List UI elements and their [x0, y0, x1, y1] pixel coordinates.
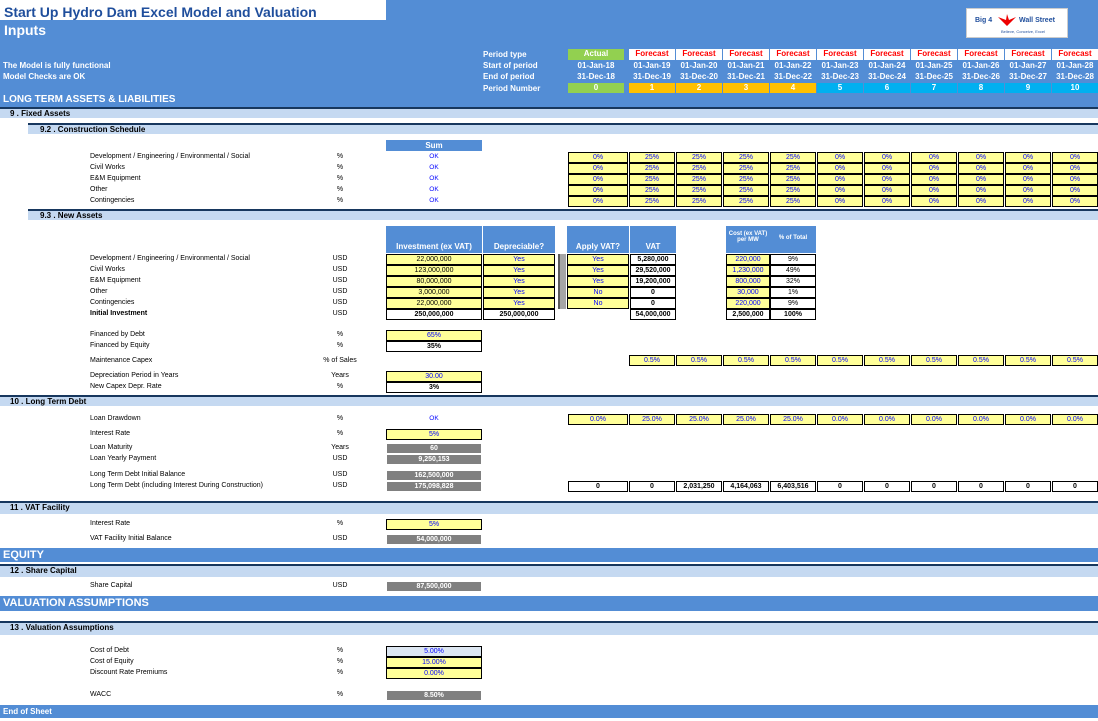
construction-cell-2-6[interactable]: 0%: [864, 174, 910, 185]
construction-cell-4-4[interactable]: 25%: [770, 196, 816, 207]
wacc-label: WACC: [90, 691, 112, 698]
construction-cell-1-9[interactable]: 0%: [1005, 163, 1051, 174]
construction-unit-4: %: [336, 197, 344, 204]
asset-gray-bar-2: [558, 276, 566, 287]
total-depreciable: 250,000,000: [483, 309, 555, 320]
total-cost: 2,500,000: [726, 309, 770, 320]
construction-cell-0-1[interactable]: 25%: [629, 152, 675, 163]
debt-pct-label: Financed by Debt: [90, 331, 145, 338]
period-start-0: 01-Jan-18: [577, 61, 615, 70]
construction-cell-4-5[interactable]: 0%: [817, 196, 863, 207]
period-type-4: Forecast: [770, 49, 816, 60]
ltd-incl-cell-2: 2,031,250: [676, 481, 722, 492]
construction-cell-1-2[interactable]: 25%: [676, 163, 722, 174]
maint-capex-cell-3[interactable]: 0.5%: [770, 355, 816, 366]
interest-rate-label: Interest Rate: [90, 430, 131, 437]
section-valuation: VALUATION ASSUMPTIONS: [0, 596, 1098, 611]
ltd-incl-cell-6: 0: [864, 481, 910, 492]
asset-investment-3[interactable]: 3,000,000: [386, 287, 482, 298]
maint-capex-cell-7[interactable]: 0.5%: [958, 355, 1004, 366]
asset-cost-1[interactable]: 1,230,000: [726, 265, 770, 276]
construction-label-0: Development / Engineering / Environmental / Social: [90, 153, 250, 160]
construction-cell-0-2[interactable]: 25%: [676, 152, 722, 163]
construction-cell-1-6[interactable]: 0%: [864, 163, 910, 174]
construction-cell-4-9[interactable]: 0%: [1005, 196, 1051, 207]
asset-gray-bar-1: [558, 265, 566, 276]
asset-vat-3: 0: [630, 287, 676, 298]
period-start-7: 01-Jan-25: [915, 61, 953, 70]
section-construction: 9.2 . Construction Schedule: [28, 123, 1098, 134]
loan-payment-value: 9,250,153: [386, 454, 482, 465]
construction-cell-1-5[interactable]: 0%: [817, 163, 863, 174]
asset-pct-0: 9%: [770, 254, 816, 265]
header-pct-total: % of Total: [770, 226, 816, 253]
asset-vat-0: 5,280,000: [630, 254, 676, 265]
section-fixed-assets: 9 . Fixed Assets: [0, 107, 1098, 118]
construction-cell-4-2[interactable]: 25%: [676, 196, 722, 207]
wacc-value: 8.50%: [386, 690, 482, 701]
construction-cell-2-9[interactable]: 0%: [1005, 174, 1051, 185]
period-end-1: 31-Dec-19: [633, 72, 671, 81]
construction-sum-0: OK: [429, 153, 439, 160]
ltd-incl-interest-unit: USD: [332, 482, 348, 489]
ltd-incl-cell-8: 0: [958, 481, 1004, 492]
construction-cell-2-7[interactable]: 0%: [911, 174, 957, 185]
cost-of-equity-label: Cost of Equity: [90, 658, 134, 665]
construction-cell-3-5[interactable]: 0%: [817, 185, 863, 196]
ltd-initial-value: 162,500,000: [386, 470, 482, 481]
drawdown-cell-0[interactable]: 0.0%: [568, 414, 628, 425]
construction-label-4: Contingencies: [90, 197, 135, 204]
ltd-incl-interest-label: Long Term Debt (including Interest During Construction): [90, 482, 264, 489]
maint-capex-label: Maintenance Capex: [90, 357, 153, 364]
capex-rate-label: New Capex Depr. Rate: [90, 383, 162, 390]
period-type-3: Forecast: [723, 49, 769, 60]
drawdown-cell-6[interactable]: 0.0%: [864, 414, 910, 425]
construction-sum-2: OK: [429, 175, 439, 182]
section-share-capital: 12 . Share Capital: [0, 564, 1098, 577]
vat-initial-unit: USD: [332, 535, 348, 542]
period-type-6: Forecast: [864, 49, 910, 60]
period-number-7: 7: [911, 83, 957, 93]
construction-cell-1-0[interactable]: 0%: [568, 163, 628, 174]
drawdown-cell-5[interactable]: 0.0%: [817, 414, 863, 425]
asset-apply-vat-4[interactable]: No: [567, 298, 629, 309]
period-start-10: 01-Jan-28: [1056, 61, 1094, 70]
asset-pct-3: 1%: [770, 287, 816, 298]
maint-capex-cell-2[interactable]: 0.5%: [723, 355, 769, 366]
construction-cell-3-3[interactable]: 25%: [723, 185, 769, 196]
maint-capex-cell-0[interactable]: 0.5%: [629, 355, 675, 366]
equity-pct-value: 35%: [386, 341, 482, 352]
period-number-label: Period Number: [483, 84, 541, 93]
depr-period-value[interactable]: 30.00: [386, 371, 482, 382]
period-number-1: 1: [629, 83, 675, 93]
period-number-5: 5: [817, 83, 863, 93]
asset-apply-vat-3[interactable]: No: [567, 287, 629, 298]
equity-pct-label: Financed by Equity: [90, 342, 150, 349]
ltd-incl-cell-0: 0: [568, 481, 628, 492]
construction-cell-4-7[interactable]: 0%: [911, 196, 957, 207]
asset-cost-4[interactable]: 220,000: [726, 298, 770, 309]
status-functional: The Model is fully functional: [3, 61, 111, 70]
drawdown-cell-2[interactable]: 25.0%: [676, 414, 722, 425]
period-number-8: 8: [958, 83, 1004, 93]
period-number-9: 9: [1005, 83, 1051, 93]
header-cost-per-mw: Cost (ex VAT) per MW: [726, 226, 770, 253]
end-of-sheet: End of Sheet: [0, 705, 1098, 718]
share-capital-label: Share Capital: [90, 582, 133, 589]
asset-apply-vat-2[interactable]: Yes: [567, 276, 629, 287]
asset-depreciable-0[interactable]: Yes: [483, 254, 555, 265]
construction-cell-4-3[interactable]: 25%: [723, 196, 769, 207]
logo-text-b: Wall Street: [1019, 17, 1055, 24]
period-number-10: 10: [1052, 83, 1098, 93]
total-label: Initial Investment: [90, 310, 148, 317]
asset-label-4: Contingencies: [90, 299, 135, 306]
period-end-label: End of period: [483, 72, 535, 81]
period-start-1: 01-Jan-19: [633, 61, 671, 70]
period-end-3: 31-Dec-21: [727, 72, 765, 81]
asset-gray-bar-3: [558, 287, 566, 298]
discount-premium-label: Discount Rate Premiums: [90, 669, 168, 676]
construction-cell-3-7[interactable]: 0%: [911, 185, 957, 196]
ltd-incl-cell-5: 0: [817, 481, 863, 492]
section-valuation-assumptions: 13 . Valuation Assumptions: [0, 621, 1098, 635]
drawdown-cell-3[interactable]: 25.0%: [723, 414, 769, 425]
period-start-4: 01-Jan-22: [774, 61, 812, 70]
logo-text-a: Big 4: [975, 17, 993, 24]
loan-maturity-value: 60: [386, 443, 482, 454]
construction-cell-0-9[interactable]: 0%: [1005, 152, 1051, 163]
asset-label-2: E&M Equipment: [90, 277, 141, 284]
ltd-initial-unit: USD: [332, 471, 348, 478]
ltd-incl-cell-9: 0: [1005, 481, 1051, 492]
asset-cost-2[interactable]: 800,000: [726, 276, 770, 287]
asset-depreciable-1[interactable]: Yes: [483, 265, 555, 276]
period-number-4: 4: [770, 83, 816, 93]
period-type-label: Period type: [483, 50, 527, 59]
cost-of-equity-unit: %: [336, 658, 344, 665]
asset-gray-bar-0: [558, 254, 566, 265]
drawdown-unit: %: [336, 415, 344, 422]
ltd-initial-label: Long Term Debt Initial Balance: [90, 471, 186, 478]
period-type-7: Forecast: [911, 49, 957, 60]
period-end-4: 31-Dec-22: [774, 72, 812, 81]
construction-cell-2-10[interactable]: 0%: [1052, 174, 1098, 185]
construction-cell-3-2[interactable]: 25%: [676, 185, 722, 196]
interest-rate-value[interactable]: 5%: [386, 429, 482, 440]
drawdown-cell-10[interactable]: 0.0%: [1052, 414, 1098, 425]
construction-cell-3-0[interactable]: 0%: [568, 185, 628, 196]
period-type-0: Actual: [568, 49, 624, 60]
cost-of-debt-unit: %: [336, 647, 344, 654]
construction-sum-1: OK: [429, 164, 439, 171]
cost-of-equity-value[interactable]: 15.00%: [386, 657, 482, 668]
drawdown-sum: OK: [429, 415, 439, 422]
section-ltal: LONG TERM ASSETS & LIABILITIES: [3, 94, 176, 105]
period-end-2: 31-Dec-20: [680, 72, 718, 81]
equity-pct-unit: %: [336, 342, 344, 349]
maint-capex-cell-5[interactable]: 0.5%: [864, 355, 910, 366]
construction-cell-0-6[interactable]: 0%: [864, 152, 910, 163]
construction-cell-1-8[interactable]: 0%: [958, 163, 1004, 174]
header-depreciable: Depreciable?: [483, 226, 555, 253]
construction-cell-1-4[interactable]: 25%: [770, 163, 816, 174]
construction-cell-2-3[interactable]: 25%: [723, 174, 769, 185]
asset-apply-vat-1[interactable]: Yes: [567, 265, 629, 276]
construction-cell-0-7[interactable]: 0%: [911, 152, 957, 163]
construction-cell-0-10[interactable]: 0%: [1052, 152, 1098, 163]
ltd-incl-cell-3: 4,164,063: [723, 481, 769, 492]
period-end-0: 31-Dec-18: [577, 72, 615, 81]
construction-cell-4-10[interactable]: 0%: [1052, 196, 1098, 207]
period-number-2: 2: [676, 83, 722, 93]
construction-cell-2-5[interactable]: 0%: [817, 174, 863, 185]
drawdown-cell-7[interactable]: 0.0%: [911, 414, 957, 425]
wacc-unit: %: [336, 691, 344, 698]
period-end-9: 31-Dec-27: [1009, 72, 1047, 81]
construction-cell-2-4[interactable]: 25%: [770, 174, 816, 185]
section-equity: EQUITY: [0, 548, 1098, 562]
period-start-label: Start of period: [483, 61, 538, 70]
maint-capex-cell-9[interactable]: 0.5%: [1052, 355, 1098, 366]
total-vat: 54,000,000: [630, 309, 676, 320]
asset-cost-0[interactable]: 220,000: [726, 254, 770, 265]
period-start-2: 01-Jan-20: [680, 61, 718, 70]
asset-vat-1: 29,520,000: [630, 265, 676, 276]
eagle-icon: [997, 11, 1017, 27]
construction-cell-0-3[interactable]: 25%: [723, 152, 769, 163]
debt-pct-value[interactable]: 65%: [386, 330, 482, 341]
sum-header: Sum: [386, 140, 482, 151]
asset-investment-1[interactable]: 123,000,000: [386, 265, 482, 276]
asset-label-3: Other: [90, 288, 108, 295]
total-unit: USD: [332, 310, 348, 317]
vat-interest-rate-label: Interest Rate: [90, 520, 131, 527]
period-start-6: 01-Jan-24: [868, 61, 906, 70]
period-start-8: 01-Jan-26: [962, 61, 1000, 70]
construction-cell-4-6[interactable]: 0%: [864, 196, 910, 207]
cost-of-debt-value[interactable]: 5.00%: [386, 646, 482, 657]
construction-unit-0: %: [336, 153, 344, 160]
period-start-3: 01-Jan-21: [727, 61, 765, 70]
period-type-10: Forecast: [1052, 49, 1098, 60]
construction-cell-3-1[interactable]: 25%: [629, 185, 675, 196]
asset-unit-4: USD: [332, 299, 348, 306]
period-type-2: Forecast: [676, 49, 722, 60]
share-capital-value: 87,500,000: [386, 581, 482, 592]
vat-interest-rate-value[interactable]: 5%: [386, 519, 482, 530]
construction-cell-3-6[interactable]: 0%: [864, 185, 910, 196]
construction-cell-2-8[interactable]: 0%: [958, 174, 1004, 185]
construction-cell-1-10[interactable]: 0%: [1052, 163, 1098, 174]
ltd-incl-interest-value: 175,098,828: [386, 481, 482, 492]
asset-investment-0[interactable]: 22,000,000: [386, 254, 482, 265]
construction-cell-4-1[interactable]: 25%: [629, 196, 675, 207]
construction-label-3: Other: [90, 186, 108, 193]
asset-investment-2[interactable]: 80,000,000: [386, 276, 482, 287]
construction-label-1: Civil Works: [90, 164, 125, 171]
asset-unit-3: USD: [332, 288, 348, 295]
period-type-1: Forecast: [629, 49, 675, 60]
section-long-term-debt: 10 . Long Term Debt: [0, 395, 1098, 406]
construction-cell-3-10[interactable]: 0%: [1052, 185, 1098, 196]
share-capital-unit: USD: [332, 582, 348, 589]
period-end-5: 31-Dec-23: [821, 72, 859, 81]
asset-pct-4: 9%: [770, 298, 816, 309]
asset-unit-2: USD: [332, 277, 348, 284]
logo: [966, 8, 1068, 38]
asset-pct-2: 32%: [770, 276, 816, 287]
total-investment: 250,000,000: [386, 309, 482, 320]
construction-cell-1-3[interactable]: 25%: [723, 163, 769, 174]
capex-rate-unit: %: [336, 383, 344, 390]
vat-initial-label: VAT Facility Initial Balance: [90, 535, 172, 542]
loan-maturity-label: Loan Maturity: [90, 444, 133, 451]
construction-label-2: E&M Equipment: [90, 175, 141, 182]
asset-cost-3[interactable]: 30,000: [726, 287, 770, 298]
discount-premium-value[interactable]: 0.00%: [386, 668, 482, 679]
vat-interest-rate-unit: %: [336, 520, 344, 527]
period-type-8: Forecast: [958, 49, 1004, 60]
period-end-8: 31-Dec-26: [962, 72, 1000, 81]
depr-period-unit: Years: [331, 372, 349, 379]
capex-rate-value: 3%: [386, 382, 482, 393]
header-vat: VAT: [630, 226, 676, 253]
cost-of-debt-label: Cost of Debt: [90, 647, 129, 654]
construction-cell-2-2[interactable]: 25%: [676, 174, 722, 185]
construction-cell-2-0[interactable]: 0%: [568, 174, 628, 185]
discount-premium-unit: %: [336, 669, 344, 676]
loan-maturity-unit: Years: [331, 444, 349, 451]
period-number-6: 6: [864, 83, 910, 93]
construction-cell-0-4[interactable]: 25%: [770, 152, 816, 163]
period-end-10: 31-Dec-28: [1056, 72, 1094, 81]
construction-cell-0-5[interactable]: 0%: [817, 152, 863, 163]
logo-tagline: Believe, Conceive, Excel: [1001, 29, 1046, 34]
debt-pct-unit: %: [336, 331, 344, 338]
section-vat-facility: 11 . VAT Facility: [0, 501, 1098, 514]
maint-capex-cell-4[interactable]: 0.5%: [817, 355, 863, 366]
header-apply-vat: Apply VAT?: [567, 226, 629, 253]
status-checks: Model Checks are OK: [3, 72, 86, 81]
section-new-assets: 9.3 . New Assets: [28, 209, 1098, 220]
ltd-incl-cell-4: 6,403,516: [770, 481, 816, 492]
drawdown-cell-8[interactable]: 0.0%: [958, 414, 1004, 425]
construction-unit-3: %: [336, 186, 344, 193]
ltd-incl-cell-7: 0: [911, 481, 957, 492]
construction-cell-3-9[interactable]: 0%: [1005, 185, 1051, 196]
page-subtitle: Inputs: [4, 22, 46, 38]
construction-cell-1-1[interactable]: 25%: [629, 163, 675, 174]
construction-sum-4: OK: [429, 197, 439, 204]
drawdown-label: Loan Drawdown: [90, 415, 141, 422]
depr-period-label: Depreciation Period in Years: [90, 372, 179, 379]
construction-cell-3-8[interactable]: 0%: [958, 185, 1004, 196]
period-type-5: Forecast: [817, 49, 863, 60]
construction-cell-4-0[interactable]: 0%: [568, 196, 628, 207]
period-type-9: Forecast: [1005, 49, 1051, 60]
asset-label-0: Development / Engineering / Environmental / Social: [90, 255, 250, 262]
header-investment: Investment (ex VAT): [386, 226, 482, 253]
asset-label-1: Civil Works: [90, 266, 125, 273]
asset-vat-4: 0: [630, 298, 676, 309]
construction-cell-4-8[interactable]: 0%: [958, 196, 1004, 207]
period-number-3: 3: [723, 83, 769, 93]
vat-initial-value: 54,000,000: [386, 534, 482, 545]
maint-capex-cell-6[interactable]: 0.5%: [911, 355, 957, 366]
asset-vat-2: 19,200,000: [630, 276, 676, 287]
maint-capex-unit: % of Sales: [323, 357, 357, 364]
drawdown-cell-1[interactable]: 25.0%: [629, 414, 675, 425]
period-start-9: 01-Jan-27: [1009, 61, 1047, 70]
interest-rate-unit: %: [336, 430, 344, 437]
construction-sum-3: OK: [429, 186, 439, 193]
loan-payment-label: Loan Yearly Payment: [90, 455, 157, 462]
drawdown-cell-9[interactable]: 0.0%: [1005, 414, 1051, 425]
drawdown-cell-4[interactable]: 25.0%: [770, 414, 816, 425]
period-number-0: 0: [568, 83, 624, 93]
construction-unit-1: %: [336, 164, 344, 171]
construction-unit-2: %: [336, 175, 344, 182]
loan-payment-unit: USD: [332, 455, 348, 462]
asset-unit-0: USD: [332, 255, 348, 262]
construction-cell-2-1[interactable]: 25%: [629, 174, 675, 185]
maint-capex-cell-8[interactable]: 0.5%: [1005, 355, 1051, 366]
period-end-6: 31-Dec-24: [868, 72, 906, 81]
total-pct: 100%: [770, 309, 816, 320]
period-start-5: 01-Jan-23: [821, 61, 859, 70]
asset-investment-4[interactable]: 22,000,000: [386, 298, 482, 309]
page-title: Start Up Hydro Dam Excel Model and Valuation: [4, 4, 317, 20]
asset-depreciable-2[interactable]: Yes: [483, 276, 555, 287]
construction-cell-3-4[interactable]: 25%: [770, 185, 816, 196]
asset-gray-bar-4: [558, 298, 566, 309]
construction-cell-0-0[interactable]: 0%: [568, 152, 628, 163]
construction-cell-0-8[interactable]: 0%: [958, 152, 1004, 163]
ltd-incl-cell-1: 0: [629, 481, 675, 492]
asset-pct-1: 49%: [770, 265, 816, 276]
ltd-incl-cell-10: 0: [1052, 481, 1098, 492]
asset-apply-vat-0[interactable]: Yes: [567, 254, 629, 265]
construction-cell-1-7[interactable]: 0%: [911, 163, 957, 174]
maint-capex-cell-1[interactable]: 0.5%: [676, 355, 722, 366]
period-end-7: 31-Dec-25: [915, 72, 953, 81]
asset-depreciable-3[interactable]: Yes: [483, 287, 555, 298]
asset-depreciable-4[interactable]: Yes: [483, 298, 555, 309]
asset-unit-1: USD: [332, 266, 348, 273]
